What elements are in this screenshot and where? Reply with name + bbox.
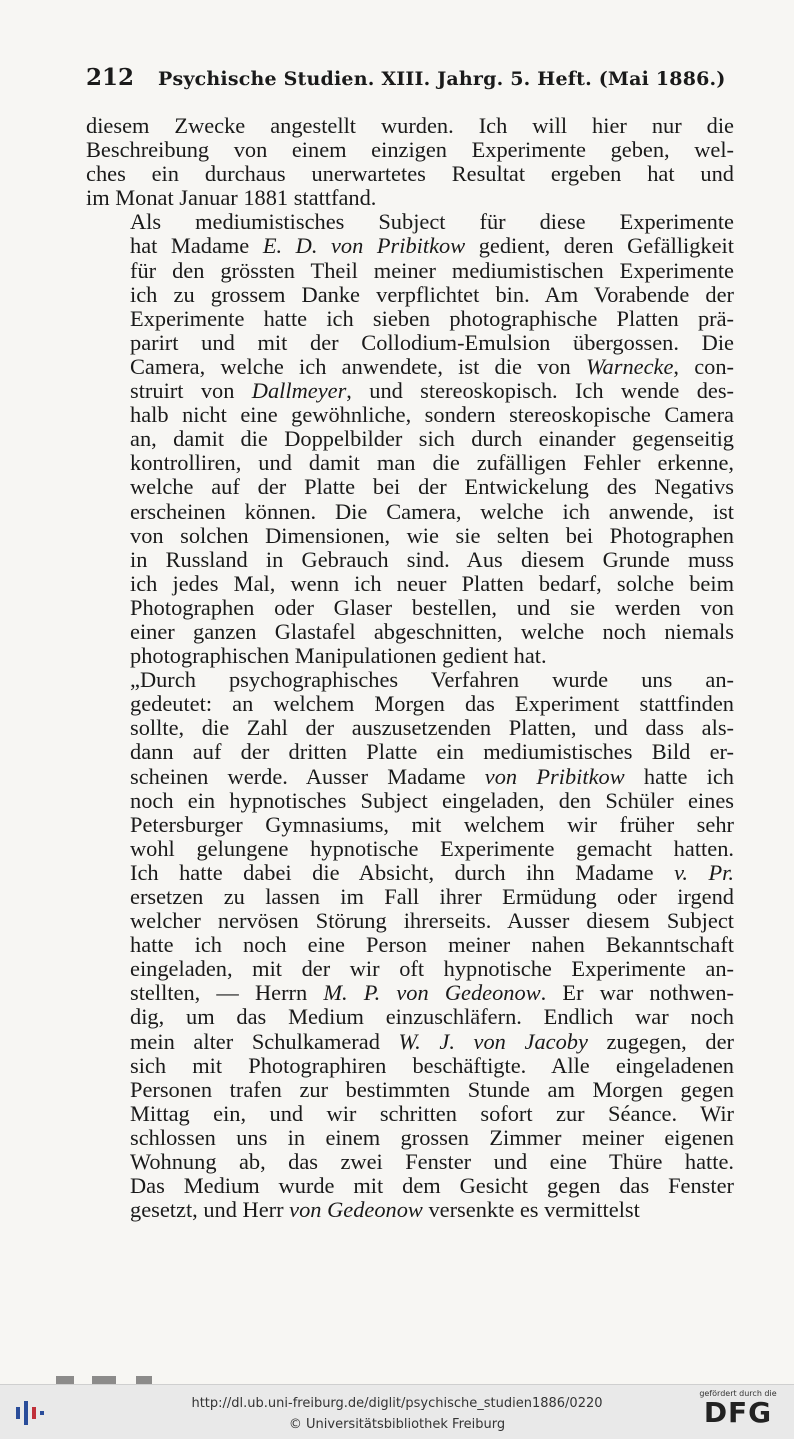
text-line xyxy=(86,283,734,307)
cropped-next-line-mark xyxy=(56,1376,276,1384)
text-line xyxy=(86,234,734,258)
text-fragment: Camera, welche ich anwendete, ist die von xyxy=(130,353,586,379)
text-fragment: hatte ich xyxy=(624,763,734,789)
text-line xyxy=(86,692,734,716)
text-fragment: ich jedes Mal, wenn ich neuer Platten bedarf, solche beim xyxy=(130,570,734,596)
text-line xyxy=(86,427,734,451)
text-fragment: halb nicht eine gewöhnliche, sondern stereoskopische Camera xyxy=(130,402,734,428)
paragraph xyxy=(86,668,734,1222)
text-fragment: eingeladen, mit der wir oft hypnotische Experimente an- xyxy=(130,956,734,982)
text-fragment: versenkte es vermittelst xyxy=(422,1197,640,1223)
page-number: 212 xyxy=(86,64,135,91)
text-fragment: für den grössten Theil meiner mediumistischen Experimente xyxy=(130,257,734,283)
text-line xyxy=(86,475,734,499)
text-line xyxy=(86,259,734,283)
text-fragment: , und stereoskopisch. Ich wende des- xyxy=(346,378,734,404)
text-line xyxy=(86,331,734,355)
text-line xyxy=(86,668,734,692)
text-fragment: diesem Zwecke angestellt wurden. Ich will hier nur die xyxy=(86,113,734,138)
text-fragment: in Russland in Gebrauch sind. Aus diesem Grunde muss xyxy=(130,546,734,572)
text-line xyxy=(86,1126,734,1150)
text-fragment: noch ein hypnotisches Subject eingeladen, den Schüler eines xyxy=(130,787,734,813)
text-line xyxy=(86,620,734,644)
text-fragment: Das Medium wurde mit dem Gesicht gegen das Fenster xyxy=(130,1173,734,1199)
text-line xyxy=(86,524,734,548)
italic-name: Warnecke xyxy=(585,353,674,379)
text-fragment: ersetzen zu lassen im Fall ihrer Ermüdung oder irgend xyxy=(130,884,734,909)
text-fragment: scheinen werde. Ausser Madame xyxy=(130,763,485,789)
running-title: Psychische Studien. XIII. Jahrg. 5. Heft. (Mai 1886.) xyxy=(158,68,726,90)
text-line xyxy=(86,596,734,620)
text-line xyxy=(86,1005,734,1029)
text-fragment: Personen trafen zur bestimmten Stunde am Morgen gegen xyxy=(130,1076,734,1102)
italic-name: E. D. von Pribitkow xyxy=(262,233,466,259)
text-fragment: sollte, die Zahl der auszusetzenden Platten, und dass als- xyxy=(130,715,734,741)
text-fragment: Wohnung ab, das zwei Fenster und eine Thüre hatte. xyxy=(130,1149,734,1175)
text-fragment: gedient, deren Gefälligkeit xyxy=(465,233,735,259)
text-fragment: gesetzt, und Herr xyxy=(130,1197,290,1223)
text-line xyxy=(86,548,734,572)
sponsor-caption: gefördert durch die xyxy=(699,1389,777,1398)
viewer-footer xyxy=(0,1384,794,1439)
text-line xyxy=(86,138,734,162)
dfg-logo xyxy=(692,1389,784,1437)
text-line xyxy=(86,1102,734,1126)
italic-name: v. Pr. xyxy=(674,859,734,885)
text-line xyxy=(86,981,734,1005)
text-line xyxy=(86,861,734,885)
text-line xyxy=(86,1150,734,1174)
text-fragment: struirt von xyxy=(130,378,252,404)
text-fragment: Als mediumistisches Subject für diese Experimente xyxy=(130,209,734,235)
text-line xyxy=(86,307,734,331)
text-line xyxy=(86,1030,734,1054)
text-fragment: . Er war nothwen- xyxy=(540,980,734,1006)
text-fragment: stellten, — Herrn xyxy=(130,980,324,1006)
text-line xyxy=(86,716,734,740)
text-fragment: hatte ich noch eine Person meiner nahen Bekanntschaft xyxy=(130,932,734,958)
text-line xyxy=(86,114,734,138)
text-fragment: photographischen Manipulationen gedient hat. xyxy=(130,643,547,669)
text-fragment: erscheinen können. Die Camera, welche ich anwende, ist xyxy=(130,498,734,524)
italic-name: M. P. von Gedeonow xyxy=(323,980,541,1006)
text-fragment: Experimente hatte ich sieben photographische Platten prä- xyxy=(130,305,734,331)
text-fragment: einer ganzen Glastafel abgeschnitten, welche noch niemals xyxy=(130,618,734,644)
text-fragment: welcher nervösen Störung ihrerseits. Ausser diesem Subject xyxy=(130,908,734,934)
text-line xyxy=(86,1198,734,1222)
running-header xyxy=(86,64,736,91)
text-line xyxy=(86,909,734,933)
dfg-logo-text: DFG xyxy=(703,1396,773,1429)
text-fragment: zugegen, der xyxy=(587,1028,734,1054)
text-fragment: mein alter Schulkamerad xyxy=(130,1028,399,1054)
text-line xyxy=(86,837,734,861)
text-line xyxy=(86,789,734,813)
text-fragment: hat Madame xyxy=(130,233,263,259)
text-fragment: ich zu grossem Danke verpflichtet bin. Am Vorabende der xyxy=(130,281,734,307)
text-fragment: Petersburger Gymnasiums, mit welchem wir früher sehr xyxy=(130,811,734,837)
paragraph xyxy=(86,114,734,210)
text-fragment: Photographen oder Glaser bestellen, und sie werden von xyxy=(130,594,734,620)
text-fragment: ches ein durchaus unerwartetes Resultat ergeben hat und xyxy=(86,161,734,187)
text-line xyxy=(86,500,734,524)
text-line xyxy=(86,933,734,957)
text-fragment: Beschreibung von einem einzigen Experimente geben, wel- xyxy=(86,137,734,163)
text-fragment: , con- xyxy=(673,353,735,379)
text-line xyxy=(86,740,734,764)
italic-name: W. J. von Jacoby xyxy=(398,1028,588,1054)
text-line xyxy=(86,765,734,789)
text-fragment: dig, um das Medium einzuschläfern. Endlich war noch xyxy=(130,1004,734,1030)
text-fragment: im Monat Januar 1881 stattfand. xyxy=(86,185,377,211)
text-line xyxy=(86,572,734,596)
text-line xyxy=(86,210,734,234)
paragraph xyxy=(86,210,734,668)
text-line xyxy=(86,1174,734,1198)
text-line xyxy=(86,885,734,909)
text-line xyxy=(86,813,734,837)
italic-name: von Gedeonow xyxy=(289,1197,423,1223)
text-line xyxy=(86,1054,734,1078)
copyright-notice: © Universitätsbibliothek Freiburg xyxy=(288,1417,506,1432)
italic-name: von Pribitkow xyxy=(484,763,625,789)
text-line xyxy=(86,355,734,379)
text-line xyxy=(86,162,734,186)
text-fragment: Mittag ein, und wir schritten sofort zur Séance. Wir xyxy=(130,1100,734,1126)
text-line xyxy=(86,1078,734,1102)
text-fragment: wohl gelungene hypnotische Experimente gemacht hatten. xyxy=(130,835,734,861)
text-fragment: dann auf der dritten Platte ein mediumistisches Bild er- xyxy=(130,739,734,765)
text-line xyxy=(86,644,734,668)
body-text xyxy=(86,114,734,1222)
italic-name: Dallmeyer xyxy=(251,378,347,404)
text-fragment: schlossen uns in einem grossen Zimmer meiner eigenen xyxy=(130,1124,734,1150)
text-line xyxy=(86,451,734,475)
text-fragment: „Durch psychographisches Verfahren wurde uns an- xyxy=(130,667,734,693)
text-fragment: welche auf der Platte bei der Entwickelung des Negativs xyxy=(130,474,734,500)
text-line xyxy=(86,186,734,210)
text-fragment: gedeutet: an welchem Morgen das Experiment stattfinden xyxy=(130,691,734,717)
text-fragment: sich mit Photographiren beschäftigte. Alle eingeladenen xyxy=(130,1052,734,1078)
text-fragment: kontrolliren, und damit man die zufälligen Fehler erkenne, xyxy=(130,450,734,476)
text-line xyxy=(86,957,734,981)
text-fragment: an, damit die Doppelbilder sich durch einander gegenseitig xyxy=(130,426,734,452)
text-fragment: von solchen Dimensionen, wie sie selten bei Photographen xyxy=(130,522,734,548)
text-line xyxy=(86,403,734,427)
text-fragment: Ich hatte dabei die Absicht, durch ihn Madame xyxy=(130,859,675,885)
text-fragment: parirt und mit der Collodium-Emulsion übergossen. Die xyxy=(130,329,734,355)
permalink-url[interactable]: http://dl.ub.uni-freiburg.de/diglit/psychische_studien1886/0220 xyxy=(191,1396,603,1411)
text-line xyxy=(86,379,734,403)
